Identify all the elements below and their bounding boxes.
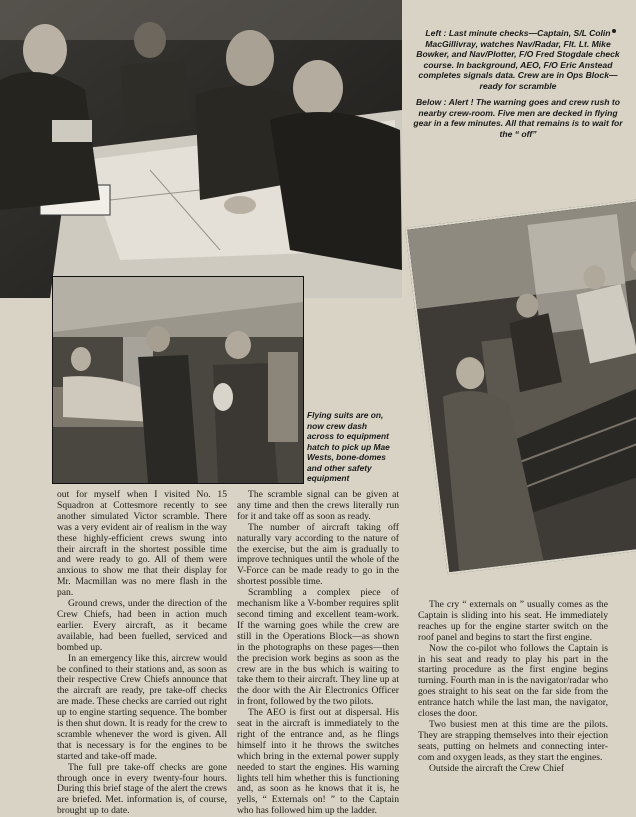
crewroom-photo bbox=[52, 276, 304, 484]
caption-below-label: Below : bbox=[415, 97, 447, 107]
article-paragraph: Now the co-pilot who follows the Captain is in his seat and ready to play his part in the starting procedure as the first engine begins turning. Fourth man in is the navigator/radar who goes straight to his seat on the far side from the entrance hatch while the last man, the navigator, closes the door. bbox=[418, 642, 608, 720]
article-paragraph: Two busiest men at this time are the pilots. They are strapping themselves into their ejection seats, putting on helmets and connecting inter-com and oxygen leads, as they start the engines. bbox=[418, 718, 608, 763]
article-paragraph: The scramble signal can be given at any time and then the crews literally run for it and take off as soon as ready. bbox=[237, 489, 399, 522]
caption-left-label: Left : bbox=[425, 28, 447, 38]
article-column-3 bbox=[418, 600, 608, 775]
hatch-photo-illustration bbox=[407, 197, 636, 572]
caption-last-minute-checks bbox=[413, 28, 623, 91]
article-paragraph: Outside the aircraft the Crew Chief bbox=[429, 762, 565, 774]
crewroom-photo-illustration bbox=[53, 277, 303, 483]
article-paragraph: Ground crews, under the direction of the Crew Chiefs, had been in action much earlier. Every aircraft, as it became available, had been fuelled, serviced and bombed up. bbox=[57, 598, 227, 653]
equipment-hatch-photo bbox=[405, 195, 636, 574]
briefing-photo-illustration bbox=[0, 0, 402, 298]
article-paragraph: The cry “ externals on ” usually comes as the Captain is sliding into his seat. He immediately reaches up for the engine starter switch on the roof panel and begins to start the first engine. bbox=[418, 599, 608, 643]
briefing-photo bbox=[0, 0, 402, 298]
caption-below-text: Alert ! The warning goes and crew rush to nearby crew-room. Five men are decked in flying gear in a few minutes. All that remains is to wait for the “ off” bbox=[413, 97, 623, 139]
caption-flying-suits: Flying suits are on, now crew dash across to equipment hatch to pick up Mae Wests, bone-domes and other safety equipment bbox=[307, 410, 390, 483]
article-paragraph: In an emergency like this, aircrew would be confined to their stations and, as soon as their respective Crew Chiefs announce that the aircraft are ready, pre take-off checks are made. These checks are carried out right up to engine starting sequence. The bomber is then shut down. It is ready for the crew to scramble whenever the word is given. All that is necessary is for the engines to be started and take-off made. bbox=[57, 652, 227, 762]
article-paragraph: The AEO is first out at dispersal. His seat in the aircraft is immediately to the right of the entrance and, as he flings himself into it he throws the switches which bring in the external power supply needed to start the engines. His warning lights tell him whether this is functioning and, as soon as he knows that it is, he yells, “ Externals on! ” to the Captain who has followed him up the ladder. bbox=[237, 707, 399, 817]
article-column-2 bbox=[237, 490, 399, 817]
article-paragraph: Scrambling a complex piece of mechanism like a V-bomber requires split second timing and excellent team-work. If the warning goes while the crew are still in the Operations Block—as shown in the photographs on these pages—then the precision work begins as soon as the crew are in the bus which is waiting to take them to their aircraft. They line up at the door with the Air Electronics Officer in front, followed by the two pilots. bbox=[237, 587, 399, 708]
caption-alert bbox=[413, 97, 623, 139]
article-paragraph: The full pre take-off checks are gone through once in every twenty-four hours. During this brief stage of the alert the crews are briefed. Met. information is, of course, brought up to date. bbox=[57, 761, 227, 817]
caption-left-text: Last minute checks—Captain, S/L Colin MacGillivray, watches Nav/Radar, Flt. Lt. Mike Bowker, and Nav/Plotter, F/O Fred Stogdale check course. In background, AEO, F/O Eric Anstead completes signals data. Crew are in Ops Block—ready for scramble bbox=[416, 28, 620, 91]
article-paragraph: out for myself when I visited No. 15 Squadron at Cottesmore recently to see another simulated Victor scramble. There was a very evident air of realism in the way these highly-efficient crews swung into their aircraft in the shortest possible time and were ready to go. All of them were anxious to show me that their display for Mr. Macmillan was no mere flash in the pan. bbox=[57, 489, 227, 599]
article-column-1 bbox=[57, 490, 227, 817]
article-paragraph: The number of aircraft taking off naturally vary according to the nature of the exercise, but the aim is gradually to improve techniques until the whole of the V-Force can be made ready to go in the shortest possible time. bbox=[237, 521, 399, 588]
